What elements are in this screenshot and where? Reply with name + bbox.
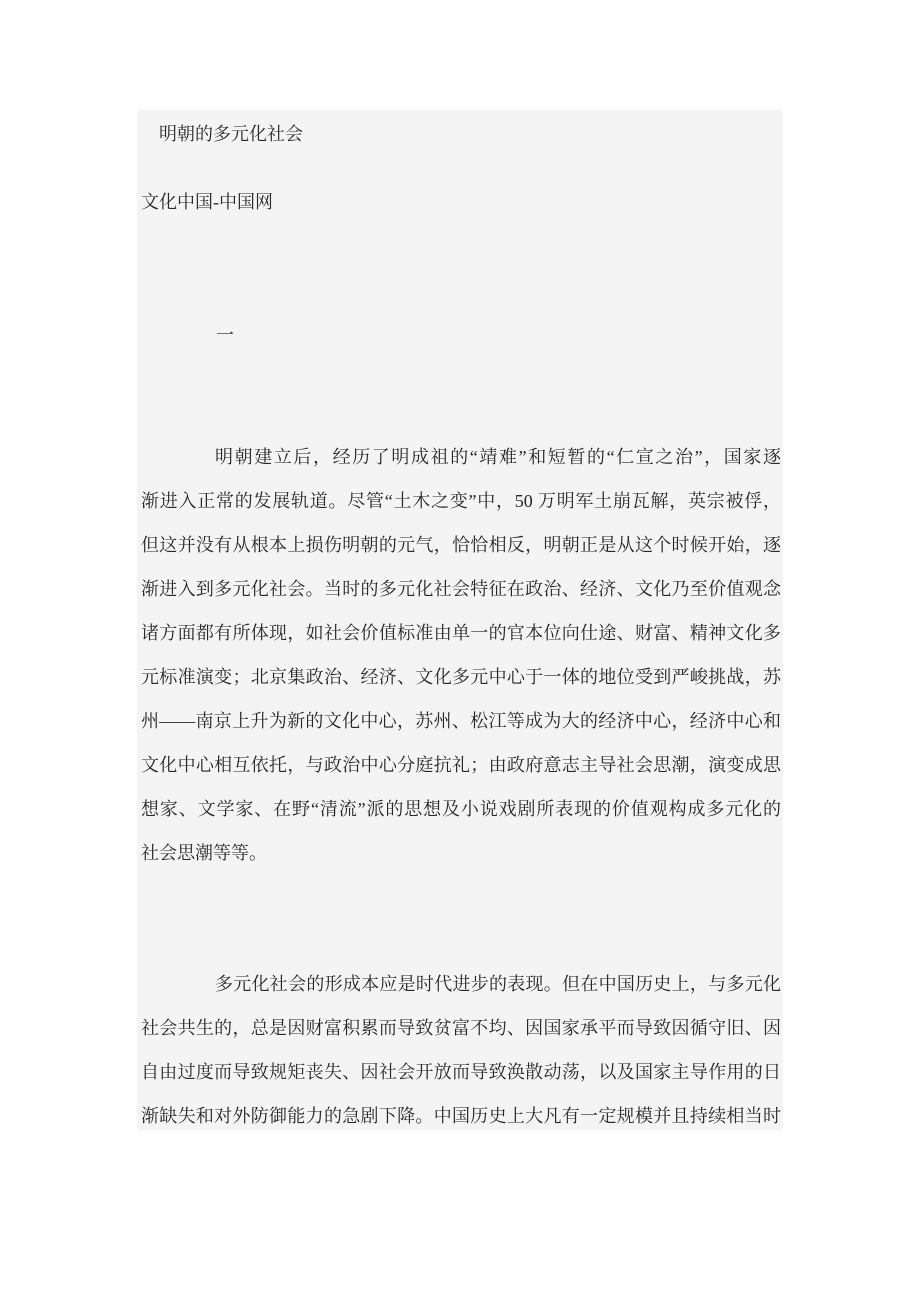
- text-line: 州——南京上升为新的文化中心，苏州、松江等成为大的经济中心，经济中心和: [141, 711, 781, 731]
- text-line: 想家、文学家、在野“清流”派的思想及小说戏剧所表现的价值观构成多元化的: [141, 799, 781, 819]
- text-line: 明朝建立后，经历了明成祖的“靖难”和短暂的“仁宣之治”，国家逐: [215, 447, 781, 467]
- text-line: 社会共生的，总是因财富积累而导致贫富不均、因国家承平而导致因循守旧、因: [141, 1018, 781, 1038]
- text-line: 渐进入到多元化社会。当时的多元化社会特征在政治、经济、文化乃至价值观念: [141, 579, 781, 599]
- paragraph-2: [141, 962, 781, 1130]
- section-marker: 一: [216, 325, 234, 345]
- text-line: 多元化社会的形成本应是时代进步的表现。但在中国历史上，与多元化: [215, 974, 781, 994]
- text-line: 自由过度而导致规矩丧失、因社会开放而导致涣散动荡，以及国家主导作用的日: [141, 1062, 781, 1082]
- document-paper: [137, 110, 783, 1130]
- document-source: 文化中国-中国网: [141, 192, 273, 212]
- text-line: 社会思潮等等。: [141, 843, 267, 863]
- text-line: 渐进入正常的发展轨道。尽管“土木之变”中，50 万明军土崩瓦解，英宗被俘，: [141, 491, 781, 511]
- document-title: 明朝的多元化社会: [159, 124, 303, 144]
- text-line: 但这并没有从根本上损伤明朝的元气，恰恰相反，明朝正是从这个时候开始，逐: [141, 535, 781, 555]
- text-line: 元标准演变；北京集政治、经济、文化多元中心于一体的地位受到严峻挑战，苏: [141, 667, 781, 687]
- text-line: 文化中心相互依托，与政治中心分庭抗礼；由政府意志主导社会思潮，演变成思: [141, 755, 781, 775]
- text-line: 渐缺失和对外防御能力的急剧下降。中国历史上大凡有一定规模并且持续相当时: [141, 1106, 781, 1126]
- text-line: 诸方面都有所体现，如社会价值标准由单一的官本位向仕途、财富、精神文化多: [141, 623, 781, 643]
- paragraph-1: [141, 435, 781, 875]
